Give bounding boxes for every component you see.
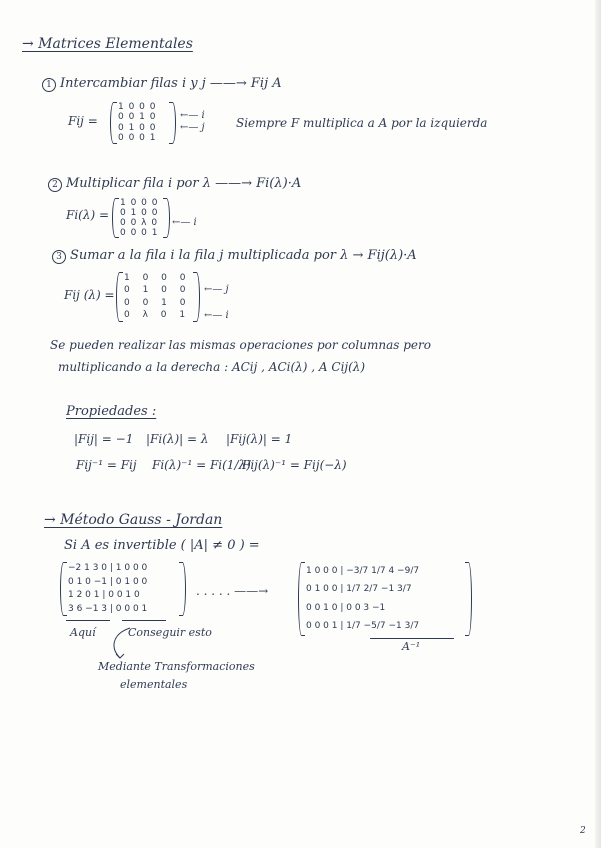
matrix-row: 0 1 0 0: [124, 285, 191, 296]
brace-inverse-block: [370, 638, 454, 639]
item1-note: Siempre F multiplica a A por la izquierda: [236, 116, 488, 130]
matrix-row: 0 1 0 0 | 1/7 2/7 −1 3/7: [306, 584, 412, 595]
prop-inv-fij: Fij⁻¹ = Fij: [76, 458, 137, 472]
prop-det-fij-lambda: |Fij(λ)| = 1: [226, 432, 293, 446]
item3-matrix-label: Fij (λ) =: [64, 288, 115, 302]
label-a-inverse: A⁻¹: [402, 640, 421, 653]
matrix-row: 1 2 0 1 | 0 0 1 0: [68, 590, 140, 601]
left-paren: [60, 562, 67, 616]
curved-arrow-icon: [104, 624, 144, 664]
left-paren: [110, 102, 117, 144]
matrix-row: 3 6 −1 3 | 0 0 0 1: [68, 603, 148, 614]
matrix-row: 1 0 0 0: [118, 101, 157, 112]
matrix-row: 0 0 1 0: [124, 297, 191, 308]
matrix-row: 0 0 1 0 | 0 0 3 −1: [306, 602, 386, 613]
augmented-matrix-right: [298, 562, 472, 636]
matrix-row: −2 1 3 0 | 1 0 0 0: [68, 563, 148, 574]
right-paren: [465, 562, 472, 636]
item3-arrow-i: ←— i: [204, 310, 229, 321]
label-conseguir-esto: Conseguir esto: [128, 626, 212, 639]
transform-dots-arrow: . . . . . ——→: [196, 584, 269, 598]
prop-det-fi: |Fi(λ)| = λ: [146, 432, 209, 446]
section-title-matrices-elementales: → Matrices Elementales: [22, 36, 193, 52]
page-number: 2: [580, 826, 586, 836]
columns-note-line2: multiplicando a la derecha : ACij , ACi(λ) , A Cij(λ): [58, 360, 366, 374]
matrix-row: 0 1 0 0: [120, 207, 159, 218]
matrix-row: 1 0 0 0 | −3/7 1/7 4 −9/7: [306, 565, 420, 576]
item3-heading: [52, 248, 417, 264]
item1-heading: [42, 76, 282, 92]
left-paren: [298, 562, 305, 636]
label-aqui: Aquí: [70, 626, 96, 639]
prop-det-fij: |Fij| = −1: [74, 432, 134, 446]
item1-matrix-label: Fij =: [68, 114, 98, 128]
matrix-row: 0 0 1 0: [118, 112, 157, 123]
matrix-row: 0 0 0 1 | 1/7 −5/7 −1 3/7: [306, 621, 420, 632]
prop-inv-fi: Fi(λ)⁻¹ = Fi(1/λ): [152, 458, 251, 472]
matrix-row: 0 1 0 −1 | 0 1 0 0: [68, 576, 148, 587]
brace-right-block: [122, 620, 166, 621]
matrix-row: 0 0 0 1: [118, 133, 157, 144]
item2-heading: [48, 176, 301, 192]
item1-matrix: [110, 102, 176, 144]
note-transformaciones: Mediante Transformaciones: [98, 660, 255, 673]
item1-heading-text: Intercambiar filas i y j ——→ Fij A: [60, 76, 282, 91]
item1-arrow-j: ←— j: [180, 122, 205, 133]
right-paren: [169, 102, 176, 144]
right-paren: [179, 562, 186, 616]
item3-arrow-j: ←— j: [204, 284, 229, 295]
item3-matrix: [116, 272, 200, 322]
matrix-row: 1 0 0 0: [120, 197, 159, 208]
item2-arrow-i: ←— i: [172, 217, 197, 228]
item2-matrix: [112, 198, 170, 238]
item2-heading-text: Multiplicar fila i por λ ——→ Fi(λ)·A: [66, 176, 302, 191]
item2-number: 2: [48, 178, 62, 192]
columns-note-line1: Se pueden realizar las mismas operaciones por columnas pero: [50, 338, 431, 352]
matrix-row: 1 0 0 0: [124, 272, 191, 283]
gauss-condition: Si A es invertible ( |A| ≠ 0 ) =: [64, 538, 260, 553]
matrix-row: 0 λ 0 1: [124, 310, 191, 321]
matrix-row: 0 0 λ 0: [120, 217, 159, 228]
item3-number: 3: [52, 250, 66, 264]
augmented-matrix-left: [60, 562, 186, 616]
section-title-gauss-jordan: → Método Gauss - Jordan: [44, 512, 223, 528]
matrix-row: 0 0 0 1: [120, 227, 159, 238]
right-paren: [163, 198, 170, 238]
matrix-row: 0 1 0 0: [118, 122, 157, 133]
note-elementales: elementales: [120, 678, 188, 691]
item3-heading-text: Sumar a la fila i la fila j multiplicada por λ → Fij(λ)·A: [70, 248, 417, 263]
item1-number: 1: [42, 78, 56, 92]
item2-matrix-label: Fi(λ) =: [66, 208, 110, 222]
properties-title: Propiedades :: [66, 404, 157, 419]
left-paren: [116, 272, 123, 322]
brace-left-block: [66, 620, 110, 621]
prop-inv-fij-lambda: Fij(λ)⁻¹ = Fij(−λ): [242, 458, 347, 472]
item1-arrow-i: ←— i: [180, 110, 205, 121]
left-paren: [112, 198, 119, 238]
right-paren: [193, 272, 200, 322]
